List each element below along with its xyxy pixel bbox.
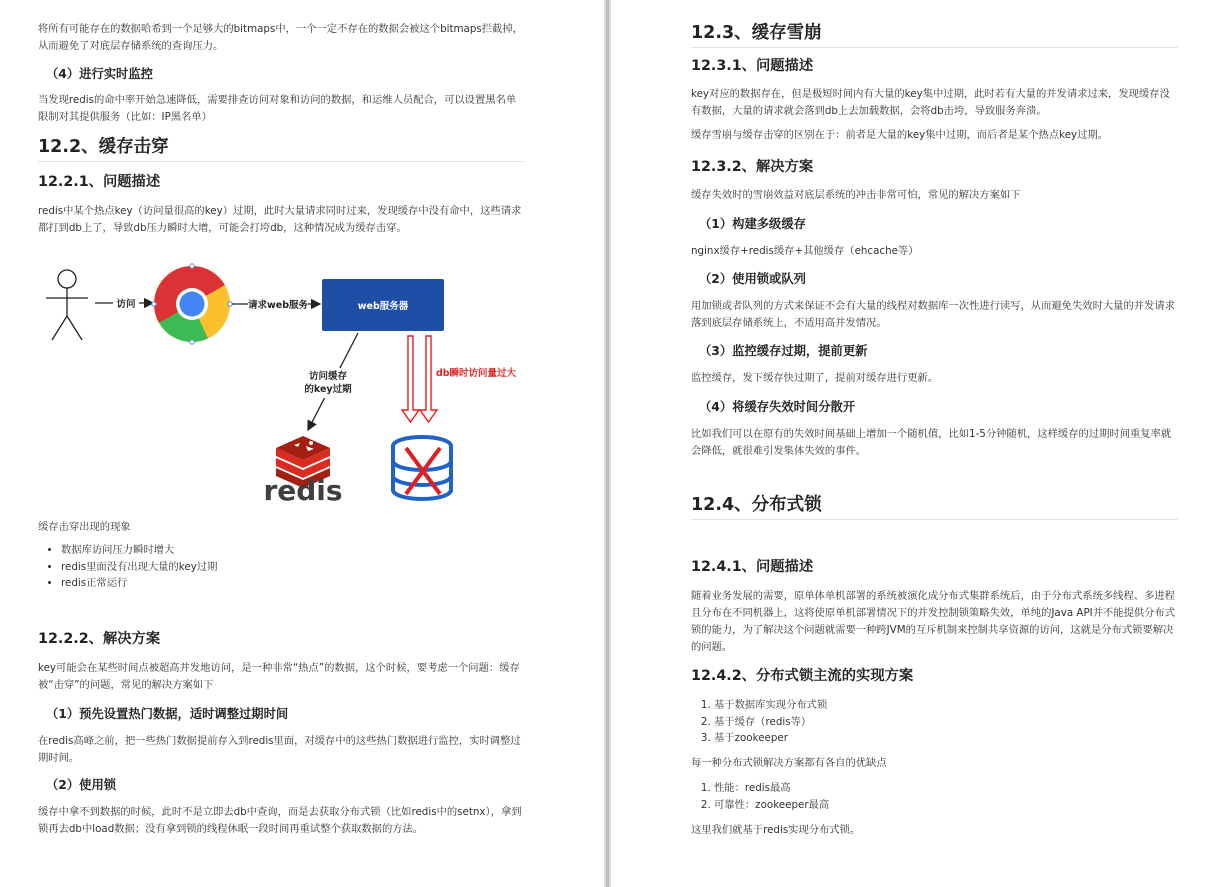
web-server-label: web服务器 [357, 301, 409, 312]
monitor-paragraph: 当发现redis的命中率开始急速降低，需要排查访问对象和访问的数据，和运维人员配合，可以设置黑名单限制对其提供服务（比如：IP黑名单） [38, 94, 517, 123]
list-item: 1. 性能：redis最高 [714, 780, 1201, 797]
heading-realtime-monitor: （4）进行实时监控 [46, 67, 153, 81]
list-item: • redis里面没有出现大量的key过期 [61, 559, 547, 576]
heading-preset-hot-data: （1）预先设置热门数据，适时调整过期时间 [46, 707, 289, 721]
dlock-problem-paragraph: 随着业务发展的需要，原单体单机部署的系统被演化成分布式集群系统后，由于分布式系统多线程、多进程且分布在不同机器上，这将使原单机部署情况下的并发控制锁策略失效，单纯的Java API并不能提供分布式锁的能力，为了解决这个问题就需要一种跨JVM的互斥机制来控制共享资源的访问，这就是分布式锁要解决的问题。 [691, 590, 1176, 653]
page-gutter [604, 0, 611, 887]
list-item: • redis正常运行 [61, 575, 547, 592]
heading-spread-expiry: （4）将缓存失效时间分散开 [699, 400, 856, 414]
redis-logo-icon [263, 436, 342, 507]
cache-breakdown-diagram [38, 258, 524, 510]
list-item: 2. 可靠性：zookeeper最高 [714, 797, 1201, 814]
use-lock-paragraph: 缓存中拿不到数据的时候，此时不是立即去db中查询，而是去获取分布式锁（比如redis中的setnx），拿到锁再去db中load数据；没有拿到锁的线程休眠一段时间再重试整个获取数据的方法。 [38, 806, 522, 835]
heading-dlock-problem: 12.4.1、问题描述 [691, 559, 814, 575]
user-icon [46, 270, 88, 340]
database-failed-icon [393, 437, 451, 499]
preset-hot-data-paragraph: 在redis高峰之前，把一些热门数据提前存入到redis里面，对缓存中的这些热门数据进行监控，实时调整过期时间。 [38, 735, 521, 764]
spread-expiry-paragraph: 比如我们可以在原有的失效时间基础上增加一个随机值，比如1-5分钟随机，这样缓存的过期时间重复率就会降低，就很难引发集体失效的事件。 [691, 428, 1172, 457]
implementation-list [691, 697, 1201, 747]
heading-monitor-expiry: （3）监控缓存过期，提前更新 [699, 344, 868, 358]
list-item: 2. 基于缓存（redis等） [714, 714, 1201, 731]
label-visit: 访问 [116, 299, 136, 310]
left-page [0, 0, 604, 887]
right-page [611, 0, 1216, 887]
breakdown-solution-paragraph: key可能会在某些时间点被超高并发地访问，是一种非常“热点”的数据，这个时候，要考虑一个问题：缓存被“击穿”的问题，常见的解决方案如下 [38, 662, 520, 691]
db-pressure-arrows [402, 336, 437, 422]
tradeoff-intro: 每一种分布式锁解决方案都有各自的优缺点 [691, 757, 887, 769]
heading-breakdown-problem: 12.2.1、问题描述 [38, 174, 161, 190]
heading-multilevel-cache: （1）构建多级缓存 [699, 217, 806, 231]
redis-wordmark: redis [263, 474, 343, 507]
heading-breakdown-solution: 12.2.2、解决方案 [38, 631, 161, 647]
label-key-expired: 的key过期 [304, 384, 352, 395]
list-item: 1. 基于数据库实现分布式锁 [714, 697, 1201, 714]
label-request-web: 请求web服务 [247, 300, 309, 311]
lock-or-queue-paragraph: 用加锁或者队列的方式来保证不会有大量的线程对数据库一次性进行读写，从而避免失效时大量的并发请求落到底层存储系统上，不适用高并发情况。 [691, 300, 1175, 329]
heading-distributed-lock: 12.4、分布式锁 [691, 493, 1178, 520]
avalanche-problem-paragraph: key对应的数据存在，但是极短时间内有大量的key集中过期，此时若有大量的并发请求过来，发现缓存没有数据，大量的请求就会落到db上去加载数据，会将db击垮，导致服务奔溃。 [691, 88, 1170, 117]
label-db-overload: db瞬时访问量过大 [435, 368, 517, 379]
multilevel-cache-paragraph: nginx缓存+redis缓存+其他缓存（ehcache等） [691, 245, 919, 257]
heading-lock-or-queue: （2）使用锁或队列 [699, 272, 806, 286]
list-item: 3. 基于zookeeper [714, 730, 1201, 747]
avalanche-difference-paragraph: 缓存雪崩与缓存击穿的区别在于：前者是大量的key集中过期，而后者是某个热点key过期。 [691, 129, 1109, 141]
chrome-browser-icon [152, 264, 232, 344]
phenomena-list [38, 542, 547, 592]
heading-cache-avalanche: 12.3、缓存雪崩 [691, 21, 1178, 48]
heading-avalanche-solution: 12.3.2、解决方案 [691, 159, 814, 175]
heading-avalanche-problem: 12.3.1、问题描述 [691, 58, 814, 74]
list-item: • 数据库访问压力瞬时增大 [61, 542, 547, 559]
breakdown-problem-paragraph: redis中某个热点key（访问量很高的key）过期，此时大量请求同时过来，发现缓存中没有命中，这些请求都打到db上了，导致db压力瞬时大增，可能会打垮db，这种情况成为缓存击穿。 [38, 205, 522, 234]
monitor-expiry-paragraph: 监控缓存，发下缓存快过期了，提前对缓存进行更新。 [691, 372, 939, 384]
phenomena-intro: 缓存击穿出现的现象 [38, 521, 131, 533]
label-cache-access: 访问缓存 [308, 371, 348, 382]
heading-cache-breakdown: 12.2、缓存击穿 [38, 135, 524, 162]
final-paragraph: 这里我们就基于redis实现分布式锁。 [691, 824, 861, 836]
intro-paragraph: 将所有可能存在的数据哈希到一个足够大的bitmaps中，一个一定不存在的数据会被这个bitmaps拦截掉，从而避免了对底层存储系统的查询压力。 [38, 23, 523, 52]
tradeoff-list [691, 780, 1201, 813]
heading-dlock-implementations: 12.4.2、分布式锁主流的实现方案 [691, 668, 914, 684]
heading-use-lock: （2）使用锁 [46, 778, 117, 792]
avalanche-solution-paragraph: 缓存失效时的雪崩效益对底层系统的冲击非常可怕，常见的解决方案如下 [691, 189, 1021, 201]
